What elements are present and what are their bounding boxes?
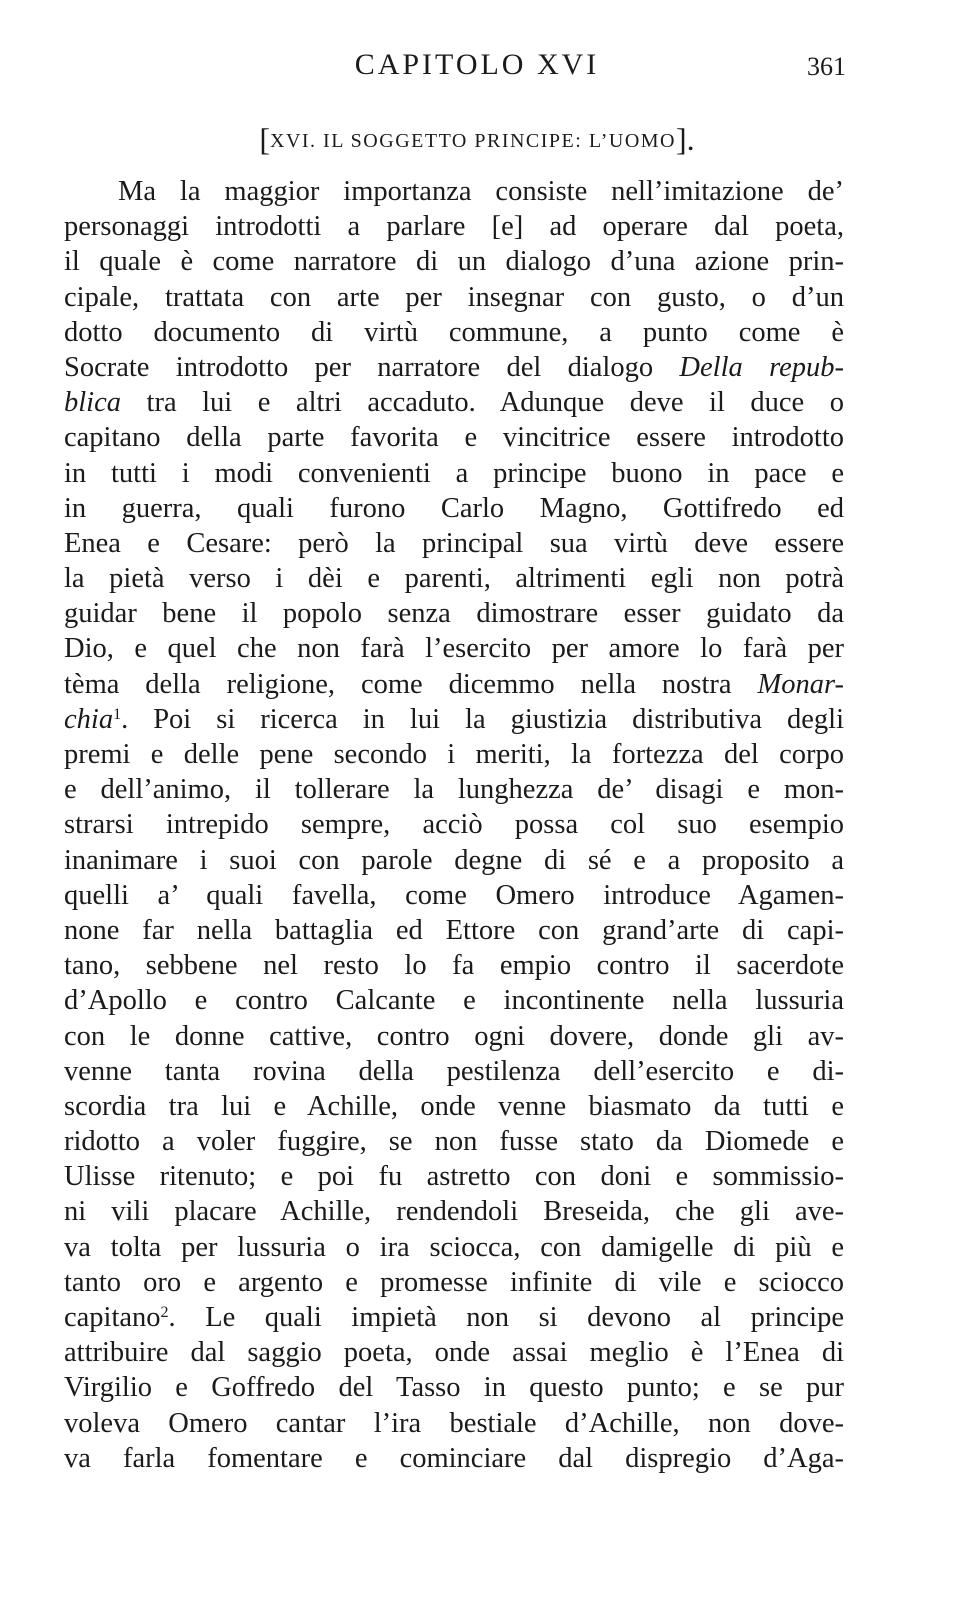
text-line: Dio, e quel che non farà l’esercito per amore lo farà per bbox=[64, 633, 844, 665]
text-line: ridotto a voler fuggire, se non fusse stato da Diomede e bbox=[64, 1126, 844, 1158]
text-line: il quale è come narratore di un dialogo d’una azione prin- bbox=[64, 246, 844, 278]
text-line: premi e delle pene secondo i meriti, la fortezza del corpo bbox=[64, 739, 844, 770]
text-line: Socrate introdotto per narratore del dialogo Della repub- bbox=[64, 351, 844, 383]
text-line: voleva Omero cantar l’ira bestiale d’Achille, non dove- bbox=[64, 1407, 844, 1439]
text-line: venne tanta rovina della pestilenza dell’esercito e di- bbox=[64, 1055, 844, 1087]
text-line: va farla fomentare e cominciare dal dispregio d’Aga- bbox=[64, 1442, 844, 1474]
text-line: in tutti i modi convenienti a principe buono in pace e bbox=[64, 457, 844, 489]
text-line: Ma la maggior importanza consiste nell’imitazione de’ bbox=[118, 176, 844, 207]
page-number: 361 bbox=[807, 52, 846, 81]
text-line: Virgilio e Goffredo del Tasso in questo punto; e se pur bbox=[64, 1372, 844, 1404]
text-line: chia$^1$. Poi si ricerca in lui la giustizia distributiva degli bbox=[64, 703, 844, 735]
text-line: cipale, trattata con arte per insegnar con gusto, o d’un bbox=[64, 281, 844, 313]
section-open-bracket: [ bbox=[259, 121, 270, 157]
text-line: la pietà verso i dèi e parenti, altrimenti egli non potrà bbox=[64, 563, 844, 595]
paragraph bbox=[64, 174, 844, 1476]
section-heading bbox=[0, 121, 954, 158]
text-line: dotto documento di virtù commune, a punto come è bbox=[64, 316, 844, 348]
text-line: e dell’animo, il tollerare la lunghezza de’ disagi e mon- bbox=[64, 774, 844, 806]
text-line: blica tra lui e altri accaduto. Adunque deve il duce o bbox=[64, 387, 844, 419]
text-line: capitano della parte favorita e vincitrice essere introdotto bbox=[64, 422, 844, 454]
text-line: quelli a’ quali favella, come Omero introduce Agamen- bbox=[64, 879, 844, 911]
text-line: personaggi introdotti a parlare [e] ad operare dal poeta, bbox=[64, 211, 844, 243]
text-line: con le donne cattive, contro ogni dovere, donde gli av- bbox=[64, 1020, 844, 1052]
text-line: guidar bene il popolo senza dimostrare esser guidato da bbox=[64, 598, 844, 630]
text-line: tèma della religione, come dicemmo nella nostra Monar- bbox=[64, 668, 844, 700]
text-line: strarsi intrepido sempre, acciò possa col suo esempio bbox=[64, 809, 844, 841]
text-line: tano, sebbene nel resto lo fa empio contro il sacerdote bbox=[64, 950, 844, 982]
section-close-bracket: ]. bbox=[675, 121, 695, 157]
text-line: tanto oro e argento e promesse infinite di vile e sciocco bbox=[64, 1266, 844, 1298]
text-line: in guerra, quali furono Carlo Magno, Gottifredo ed bbox=[64, 492, 844, 524]
text-line: d’Apollo e contro Calcante e incontinente nella lussuria bbox=[64, 985, 844, 1017]
text-line: va tolta per lussuria o ira sciocca, con damigelle di più e bbox=[64, 1231, 844, 1263]
chapter-title: CAPITOLO XVI bbox=[354, 48, 600, 81]
text-line: Ulisse ritenuto; e poi fu astretto con doni e sommissio- bbox=[64, 1161, 844, 1193]
text-line: scordia tra lui e Achille, onde venne biasmato da tutti e bbox=[64, 1090, 844, 1122]
text-line: inanimare i suoi con parole degne di sé e a proposito a bbox=[64, 844, 844, 876]
section-title: XVI. IL SOGGETTO PRINCIPE: L’UOMO bbox=[270, 130, 676, 152]
text-line: Enea e Cesare: però la principal sua virtù deve essere bbox=[64, 527, 844, 559]
running-head bbox=[0, 48, 954, 88]
text-line: attribuire dal saggio poeta, onde assai meglio è l’Enea di bbox=[64, 1337, 844, 1369]
text-line: capitano$^2$. Le quali impietà non si devono al principe bbox=[64, 1302, 844, 1333]
text-line: ni vili placare Achille, rendendoli Breseida, che gli ave- bbox=[64, 1196, 844, 1228]
text-line: none far nella battaglia ed Ettore con grand’arte di capi- bbox=[64, 914, 844, 946]
